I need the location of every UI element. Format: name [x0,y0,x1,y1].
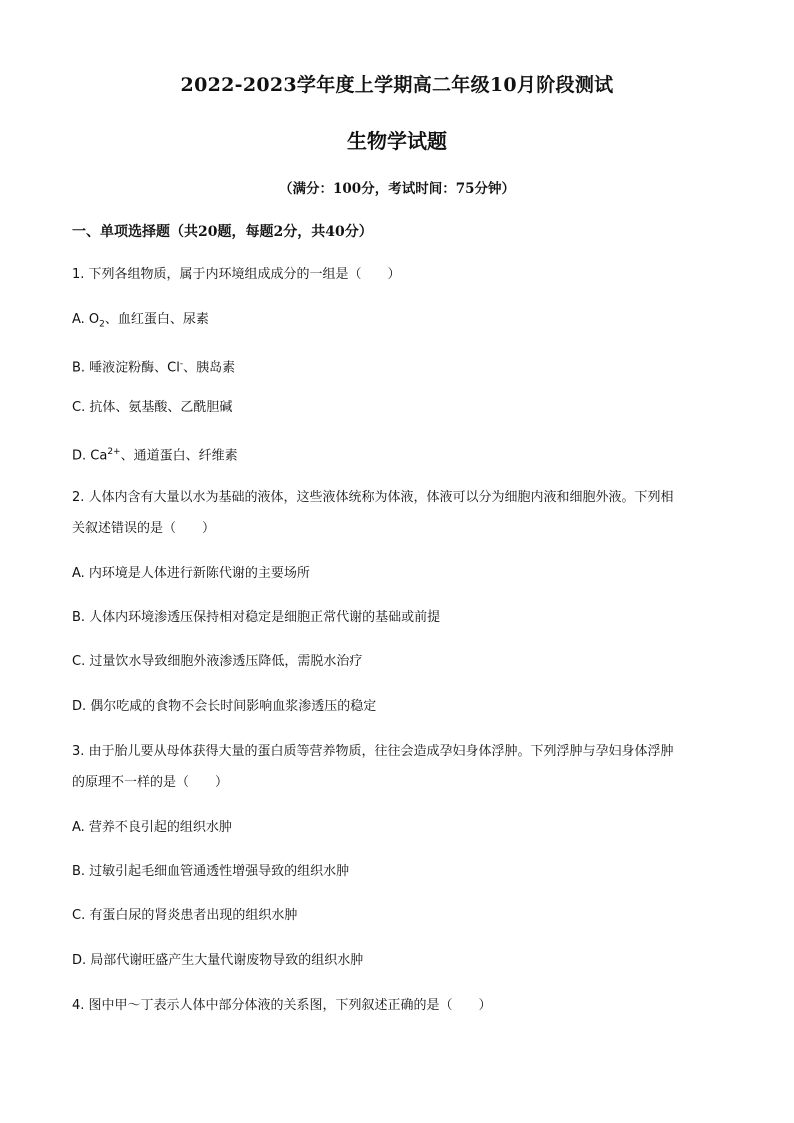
exam-title: 2022-2023学年度上学期高二年级10月阶段测试 [180,74,614,96]
question-1-option-b [72,355,732,377]
question-3-option-b: B. 过敏引起毛细血管通透性增强导致的组织水肿 [72,864,350,879]
question-2-option-c: C. 过量饮水导致细胞外液渗透压降低，需脱水治疗 [72,654,363,669]
option-d-text: D. Ca [72,448,108,464]
question-1-option-c: C. 抗体、氨基酸、乙酰胆碱 [72,400,233,415]
question-3-option-d: D. 局部代谢旺盛产生大量代谢废物导致的组织水肿 [72,953,364,968]
question-2-option-a: A. 内环境是人体进行新陈代谢的主要场所 [72,566,310,581]
question-3-option-c: C. 有蛋白尿的肾炎患者出现的组织水肿 [72,908,298,923]
option-b-rest: 、胰岛素 [183,360,236,376]
option-a-text: A. O [72,312,100,327]
question-3-stem-line-1: 3. 由于胎儿要从母体获得大量的蛋白质等营养物质，往往会造成孕妇身体浮肿。下列浮肿与孕妇身体浮肿 [72,744,674,759]
question-2-option-b: B. 人体内环境渗透压保持相对稳定是细胞正常代谢的基础或前提 [72,610,441,625]
question-3-option-a: A. 营养不良引起的组织水肿 [72,820,232,835]
option-a-rest: 、血红蛋白、尿素 [104,312,209,327]
exam-info: （满分：100分，考试时间：75分钟） [279,181,515,197]
option-b-text: B. 唾液淀粉酶、Cl [72,360,180,376]
option-d-superscript: 2+ [107,447,121,457]
question-1-stem: 1. 下列各组物质，属于内环境组成成分的一组是（ ） [72,267,401,282]
option-a-subscript: 2 [99,319,105,330]
option-b-superscript: - [179,359,184,369]
question-1-option-d [72,443,732,465]
question-2-option-d: D. 偶尔吃咸的食物不会长时间影响血浆渗透压的稳定 [72,699,377,714]
question-3-stem-line-2: 的原理不一样的是（ ） [72,775,229,790]
question-2-stem-line-1: 2. 人体内含有大量以水为基础的液体，这些液体统称为体液，体液可以分为细胞内液和细胞外液。下列相 [72,490,674,505]
question-2-stem-line-2: 关叙述错误的是（ ） [72,521,216,536]
question-1-option-a [72,311,732,334]
exam-subject-title: 生物学试题 [347,129,447,153]
option-d-rest: 、通道蛋白、纤维素 [120,448,238,464]
section-heading: 一、单项选择题（共20题，每题2分，共40分） [72,224,373,240]
question-4-stem: 4. 图中甲～丁表示人体中部分体液的关系图，下列叙述正确的是（ ） [72,998,492,1013]
